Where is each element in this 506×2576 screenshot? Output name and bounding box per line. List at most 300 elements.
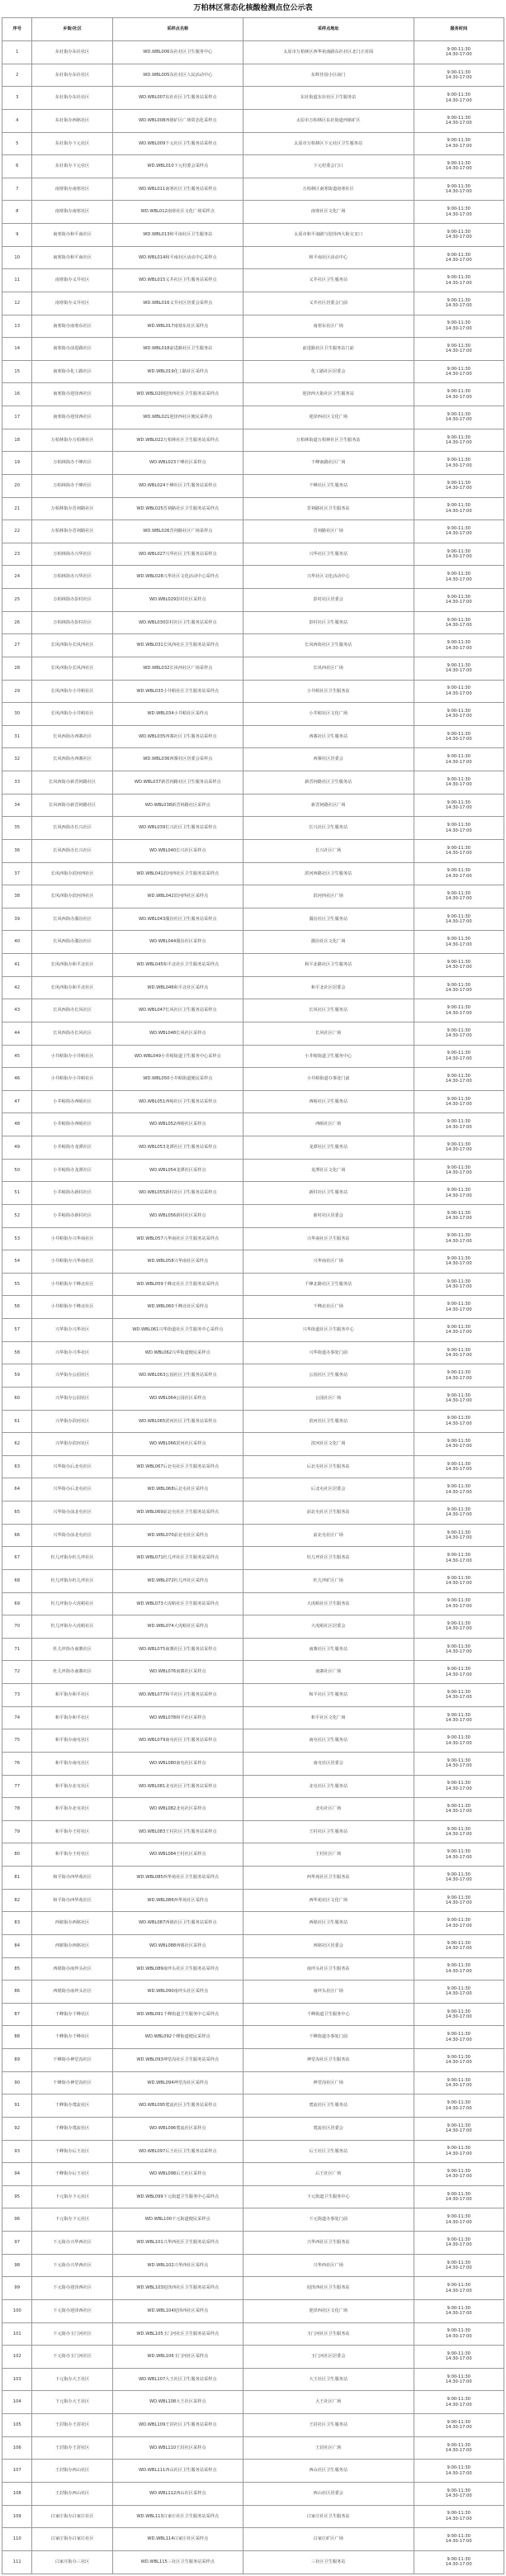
cell-community: 西铭街办南坪头社区 [32, 1981, 112, 2004]
cell-point-name: WD.WBL037新晋祠路社区卫生服务站采样点 [112, 771, 243, 795]
cell-address: 滨河西社区广场 [243, 885, 414, 908]
cell-point-name: WD.WBL009下元社区卫生服务站采样点 [112, 132, 243, 155]
table-row [2, 1341, 504, 1364]
cell-index: 42 [2, 976, 32, 999]
table-row [2, 999, 504, 1022]
cell-index: 34 [2, 794, 32, 817]
cell-hours: 9:00-11:30 14:30-17:00 [414, 611, 504, 634]
cell-index: 10 [2, 246, 32, 269]
cell-community: 白家庄街办白家庄社区 [32, 2505, 112, 2528]
cell-hours: 9:00-11:30 14:30-17:00 [414, 2550, 504, 2574]
table-row [2, 2550, 504, 2574]
cell-hours: 9:00-11:30 14:30-17:00 [414, 2071, 504, 2094]
cell-community: 兴华街办后北屯社区 [32, 1455, 112, 1478]
table-row [2, 1478, 504, 1501]
cell-address: 北屯社区卫生服务站 [243, 1775, 414, 1798]
cell-address: 后王社区广场 [243, 2163, 414, 2186]
cell-address: 晋祠路社区广场 [243, 520, 414, 543]
cell-address: 龙潭社区卫生服务站 [243, 1136, 414, 1160]
table-row [2, 2482, 504, 2505]
cell-community: 白家庄街办白家庄社区 [32, 2528, 112, 2551]
cell-point-name: WD.WBL047长风社区卫生服务站采样点 [112, 999, 243, 1022]
cell-index: 67 [2, 1547, 32, 1570]
cell-point-name: WD.WBL023千峰社区采样点 [112, 452, 243, 475]
cell-index: 93 [2, 2140, 32, 2163]
cell-address: 长风西社区广场 [243, 657, 414, 680]
table-row [2, 1387, 504, 1410]
cell-hours: 9:00-11:30 14:30-17:00 [414, 1455, 504, 1478]
cell-index: 63 [2, 1455, 32, 1478]
cell-community: 千峰街办后王社区 [32, 2163, 112, 2186]
sampling-points-table [2, 17, 504, 2574]
cell-hours: 9:00-11:30 14:30-17:00 [414, 2117, 504, 2140]
table-row [2, 1934, 504, 1957]
cell-index: 76 [2, 1752, 32, 1775]
cell-community: 南寒街办南寒东社区 [32, 315, 112, 338]
cell-hours: 9:00-11:30 14:30-17:00 [414, 2322, 504, 2346]
cell-hours: 9:00-11:30 14:30-17:00 [414, 224, 504, 247]
cell-hours: 9:00-11:30 14:30-17:00 [414, 2299, 504, 2322]
cell-point-name: WD.WBL106玉门河社区采样点 [112, 2346, 243, 2369]
cell-hours: 9:00-11:30 14:30-17:00 [414, 908, 504, 931]
cell-address: 新晋祠路社区广场 [243, 794, 414, 817]
cell-index: 29 [2, 680, 32, 703]
table-row [2, 794, 504, 817]
cell-community: 千峰街办窊流社区 [32, 2117, 112, 2140]
cell-community: 南寒街办和平南社区 [32, 224, 112, 247]
cell-index: 43 [2, 999, 32, 1022]
cell-index: 57 [2, 1319, 32, 1342]
cell-community: 南寒街办迎泽西社区 [32, 383, 112, 406]
cell-community: 小井峪街办新村社区 [32, 1182, 112, 1205]
cell-address: 和平社区卫生服务站 [243, 1684, 414, 1707]
table-row [2, 543, 504, 566]
cell-community: 长风西街办漪汾社区 [32, 931, 112, 954]
cell-address: 西峪社区卫生服务站 [243, 1090, 414, 1113]
cell-index: 54 [2, 1250, 32, 1274]
cell-index: 88 [2, 2026, 32, 2049]
cell-community: 小井峪街办西峪社区 [32, 1113, 112, 1136]
table-row [2, 246, 504, 269]
cell-index: 91 [2, 2094, 32, 2118]
cell-hours: 9:00-11:30 14:30-17:00 [414, 1524, 504, 1547]
cell-community: 长风西街办新晋祠路社区 [32, 794, 112, 817]
cell-community: 小井峪街办兴华南社区 [32, 1250, 112, 1274]
cell-point-name: WD.WBL043漪汾社区卫生服务站采样点 [112, 908, 243, 931]
cell-point-name: WD.WBL068后北屯社区采样点 [112, 1478, 243, 1501]
cell-point-name: WD.WBL085西华苑社区卫生服务站采样点 [112, 1867, 243, 1890]
cell-address: 千峰街道卫生服务中心 [243, 2003, 414, 2026]
cell-hours: 9:00-11:30 14:30-17:00 [414, 1706, 504, 1729]
table-row [2, 1022, 504, 1045]
cell-point-name: WD.WBL040长兴社区采样点 [112, 839, 243, 862]
cell-hours: 9:00-11:30 14:30-17:00 [414, 2505, 504, 2528]
cell-community: 下元街办大王社区 [32, 2368, 112, 2391]
cell-hours: 9:00-11:30 14:30-17:00 [414, 634, 504, 657]
table-row [2, 2003, 504, 2026]
cell-point-name: WD.WBL111西山社区卫生服务站采样点 [112, 2460, 243, 2483]
cell-address: 下元街道卫生服务中心 [243, 2185, 414, 2208]
cell-point-name: WD.WBL107大王社区卫生服务站采样点 [112, 2368, 243, 2391]
cell-point-name: WD.WBL026晋祠路社区广场采样点 [112, 520, 243, 543]
cell-community: 下元街办大王社区 [32, 2391, 112, 2414]
cell-hours: 9:00-11:30 14:30-17:00 [414, 2528, 504, 2551]
cell-index: 36 [2, 839, 32, 862]
cell-hours: 9:00-11:30 14:30-17:00 [414, 1615, 504, 1639]
table-row [2, 1752, 504, 1775]
cell-community: 长风西街办漪汾社区 [32, 908, 112, 931]
cell-hours: 9:00-11:30 14:30-17:00 [414, 1182, 504, 1205]
cell-community: 东社街办下元社区 [32, 132, 112, 155]
cell-community: 长风西街办长兴社区 [32, 839, 112, 862]
cell-point-name: WD.WBL049小井峪街道卫生服务中心采样点 [112, 1045, 243, 1068]
cell-point-name: WD.WBL021迎泽西社区便民采样点 [112, 406, 243, 429]
cell-address: 和平社区文化广场 [243, 1706, 414, 1729]
table-row [2, 2322, 504, 2346]
table-row [2, 452, 504, 475]
cell-hours: 9:00-11:30 14:30-17:00 [414, 1068, 504, 1091]
cell-hours: 9:00-11:30 14:30-17:00 [414, 1981, 504, 2004]
cell-point-name: WD.WBL078和平社区采样点 [112, 1706, 243, 1729]
table-row [2, 1981, 504, 2004]
cell-address: 南屯社区居委会 [243, 1752, 414, 1775]
cell-index: 37 [2, 862, 32, 885]
cell-hours: 9:00-11:30 14:30-17:00 [414, 2185, 504, 2208]
cell-address: 义井社区居委会门前 [243, 292, 414, 315]
cell-point-name: WD.WBL071杜儿坪社区卫生服务站采样点 [112, 1547, 243, 1570]
cell-community: 小井峪街办兴华南社区 [32, 1227, 112, 1250]
table-row [2, 1068, 504, 1091]
cell-index: 22 [2, 520, 32, 543]
cell-address: 西华苑社区卫生服务站 [243, 1867, 414, 1890]
cell-address: 南寒社区文化广场 [243, 201, 414, 224]
cell-hours: 9:00-11:30 14:30-17:00 [414, 292, 504, 315]
cell-community: 万柏林街办兴华社区 [32, 543, 112, 566]
cell-point-name: WD.WBL081北屯社区卫生服务站采样点 [112, 1775, 243, 1798]
cell-index: 14 [2, 338, 32, 361]
cell-address: 后北屯社区卫生服务站 [243, 1455, 414, 1478]
cell-community: 和平街办和平社区 [32, 1684, 112, 1707]
cell-point-name: WD.WBL065滨河社区卫生服务站采样点 [112, 1410, 243, 1433]
table-row [2, 1410, 504, 1433]
cell-point-name: WD.WBL102兴华西社区采样点 [112, 2254, 243, 2277]
cell-point-name: WD.WBL076南寨社区采样点 [112, 1661, 243, 1684]
cell-hours: 9:00-11:30 14:30-17:00 [414, 155, 504, 178]
cell-hours: 9:00-11:30 14:30-17:00 [414, 64, 504, 87]
cell-point-name: WD.WBL064公园社区采样点 [112, 1387, 243, 1410]
table-row [2, 976, 504, 999]
cell-address: 太原市和平南路与迎泽西大街交叉口 [243, 224, 414, 247]
table-row [2, 2391, 504, 2414]
cell-point-name: WD.WBL100下元街道便民采样点 [112, 2208, 243, 2232]
cell-index: 61 [2, 1410, 32, 1433]
cell-index: 35 [2, 817, 32, 840]
cell-point-name: WD.WBL069前北屯社区卫生服务站采样点 [112, 1501, 243, 1525]
table-header-row [2, 18, 504, 41]
cell-community: 小井峪街办千峰北社区 [32, 1296, 112, 1319]
cell-community: 兴华街办前北屯社区 [32, 1524, 112, 1547]
cell-index: 41 [2, 954, 32, 977]
cell-community: 南寒街办义井社区 [32, 292, 112, 315]
cell-hours: 9:00-11:30 14:30-17:00 [414, 931, 504, 954]
cell-hours: 9:00-11:30 14:30-17:00 [414, 1113, 504, 1136]
cell-index: 21 [2, 497, 32, 520]
cell-point-name: WD.WBL114白家庄社区采样点 [112, 2528, 243, 2551]
cell-point-name: WD.WBL027兴华社区卫生服务站采样点 [112, 543, 243, 566]
cell-community: 南寒街办前进路社区 [32, 338, 112, 361]
cell-hours: 9:00-11:30 14:30-17:00 [414, 1889, 504, 1912]
cell-index: 2 [2, 64, 32, 87]
cell-address: 漪汾社区卫生服务站 [243, 908, 414, 931]
cell-community: 兴华街办兴华社区 [32, 1319, 112, 1342]
cell-hours: 9:00-11:30 14:30-17:00 [414, 406, 504, 429]
cell-hours: 9:00-11:30 14:30-17:00 [414, 2254, 504, 2277]
cell-address: 长兴社区卫生服务站 [243, 817, 414, 840]
table-row [2, 931, 504, 954]
cell-address: 西山社区卫生服务站 [243, 2460, 414, 2483]
cell-index: 66 [2, 1524, 32, 1547]
cell-point-name: WD.WBL052西峪社区采样点 [112, 1113, 243, 1136]
cell-hours: 9:00-11:30 14:30-17:00 [414, 771, 504, 795]
cell-point-name: WD.WBL092千峰街道便民采样点 [112, 2026, 243, 2049]
cell-community: 下元街办迎泽西社区 [32, 2277, 112, 2300]
table-row [2, 589, 504, 612]
cell-index: 25 [2, 589, 32, 612]
cell-address: 兴华社区卫生服务站 [243, 543, 414, 566]
cell-hours: 9:00-11:30 14:30-17:00 [414, 976, 504, 999]
cell-point-name: WD.WBL062兴华街道便民采样点 [112, 1341, 243, 1364]
cell-point-name: WD.WBL095窊流社区卫生服务站采样点 [112, 2094, 243, 2118]
cell-hours: 9:00-11:30 14:30-17:00 [414, 1364, 504, 1388]
table-row [2, 1250, 504, 1274]
cell-community: 小井峪街办千峰北社区 [32, 1273, 112, 1296]
table-row [2, 1592, 504, 1615]
cell-community: 长风西街办长风西社区 [32, 634, 112, 657]
table-body [2, 41, 504, 2574]
cell-index: 111 [2, 2550, 32, 2574]
cell-point-name: WD.WBL028兴华社区文化活动中心采样点 [112, 566, 243, 589]
cell-hours: 9:00-11:30 14:30-17:00 [414, 338, 504, 361]
table-row [2, 109, 504, 132]
cell-index: 107 [2, 2460, 32, 2483]
cell-address: 迎泽西社区文化广场 [243, 2299, 414, 2322]
cell-hours: 9:00-11:30 14:30-17:00 [414, 429, 504, 452]
cell-address: 兴华西社区卫生服务站 [243, 2232, 414, 2255]
cell-hours: 9:00-11:30 14:30-17:00 [414, 1684, 504, 1707]
cell-community: 下元街办下元社区 [32, 2208, 112, 2232]
cell-hours: 9:00-11:30 14:30-17:00 [414, 543, 504, 566]
cell-index: 5 [2, 132, 32, 155]
cell-index: 15 [2, 360, 32, 383]
cell-point-name: WD.WBL017南寒东社区采样点 [112, 315, 243, 338]
cell-hours: 9:00-11:30 14:30-17:00 [414, 839, 504, 862]
cell-hours: 9:00-11:30 14:30-17:00 [414, 885, 504, 908]
cell-hours: 9:00-11:30 14:30-17:00 [414, 269, 504, 292]
cell-index: 87 [2, 2003, 32, 2026]
cell-point-name: WD.WBL115三社区卫生服务站采样点 [112, 2550, 243, 2574]
cell-index: 6 [2, 155, 32, 178]
table-row [2, 1798, 504, 1821]
cell-point-name: WD.WBL096窊流社区采样点 [112, 2117, 243, 2140]
cell-point-name: WD.WBL108大王社区采样点 [112, 2391, 243, 2414]
cell-address: 新村社区卫生服务站 [243, 1182, 414, 1205]
cell-point-name: WD.WBL058兴华南社区采样点 [112, 1250, 243, 1274]
cell-hours: 9:00-11:30 14:30-17:00 [414, 1319, 504, 1342]
cell-point-name: WD.WBL093神堂沟社区卫生服务站采样点 [112, 2049, 243, 2072]
cell-point-name: WD.WBL084王村社区采样点 [112, 1843, 243, 1867]
cell-point-name: WD.WBL042滨河西社区采样点 [112, 885, 243, 908]
cell-address: 兴华西社区广场 [243, 2254, 414, 2277]
cell-point-name: WD.WBL060千峰北社区采样点 [112, 1296, 243, 1319]
cell-community: 万柏林街办晋祠路社区 [32, 520, 112, 543]
cell-community: 和平街办西华苑社区 [32, 1889, 112, 1912]
cell-point-name: WD.WBL035西寨社区卫生服务站采样点 [112, 725, 243, 748]
cell-point-name: WD.WBL029彭村社区采样点 [112, 589, 243, 612]
cell-community: 东社街办东社社区 [32, 87, 112, 110]
cell-hours: 9:00-11:30 14:30-17:00 [414, 657, 504, 680]
cell-index: 58 [2, 1341, 32, 1364]
table-row [2, 908, 504, 931]
cell-community: 小井峪街办小井峪社区 [32, 1045, 112, 1068]
cell-index: 33 [2, 771, 32, 795]
cell-point-name: WD.WBL032长风西社区广场采样点 [112, 657, 243, 680]
cell-address: 兴华街道办事处门前 [243, 1341, 414, 1364]
cell-community: 长风西街办西寨社区 [32, 725, 112, 748]
cell-hours: 9:00-11:30 14:30-17:00 [414, 999, 504, 1022]
cell-index: 77 [2, 1775, 32, 1798]
cell-point-name: WD.WBL086西华苑社区采样点 [112, 1889, 243, 1912]
cell-hours: 9:00-11:30 14:30-17:00 [414, 246, 504, 269]
cell-index: 90 [2, 2071, 32, 2094]
cell-hours: 9:00-11:30 14:30-17:00 [414, 680, 504, 703]
cell-index: 98 [2, 2254, 32, 2277]
cell-address: 西寨社区卫生服务站 [243, 725, 414, 748]
cell-address: 南寨社区卫生服务站 [243, 1638, 414, 1661]
cell-address: 千峰社区卫生服务站 [243, 474, 414, 497]
cell-address: 小井峪社区文化广场 [243, 703, 414, 726]
cell-community: 兴华街办后北屯社区 [32, 1478, 112, 1501]
cell-index: 59 [2, 1364, 32, 1388]
table-row [2, 1319, 504, 1342]
table-row [2, 2368, 504, 2391]
cell-address: 南屯社区卫生服务站 [243, 1729, 414, 1753]
cell-point-name: WD.WBL090南坪头社区采样点 [112, 1981, 243, 2004]
cell-community: 和平街办王村社区 [32, 1843, 112, 1867]
table-row [2, 1957, 504, 1981]
cell-point-name: WD.WBL039长兴社区卫生服务站采样点 [112, 817, 243, 840]
header-cell-community: 乡街/社区 [32, 18, 112, 41]
cell-hours: 9:00-11:30 14:30-17:00 [414, 1752, 504, 1775]
cell-index: 56 [2, 1296, 32, 1319]
cell-address: 千峰北路社区卫生服务站 [243, 1273, 414, 1296]
cell-index: 95 [2, 2185, 32, 2208]
cell-hours: 9:00-11:30 14:30-17:00 [414, 1820, 504, 1843]
cell-community: 和平街办王村社区 [32, 1820, 112, 1843]
cell-index: 81 [2, 1867, 32, 1890]
cell-address: 后王社区卫生服务站 [243, 2140, 414, 2163]
table-row [2, 1684, 504, 1707]
cell-index: 53 [2, 1227, 32, 1250]
cell-index: 106 [2, 2436, 32, 2460]
cell-community: 千峰街办神堂沟社区 [32, 2071, 112, 2094]
cell-community: 万柏林街办万柏林社区 [32, 429, 112, 452]
cell-community: 南寒街办南寒社区 [32, 178, 112, 201]
cell-community: 长风西街办新晋祠路社区 [32, 771, 112, 795]
table-row [2, 1433, 504, 1456]
cell-community: 千峰街办千峰社区 [32, 2026, 112, 2049]
cell-point-name: WD.WBL066滨河社区采样点 [112, 1433, 243, 1456]
cell-index: 3 [2, 87, 32, 110]
cell-community: 兴华街办公园社区 [32, 1387, 112, 1410]
cell-community: 长风西街办小井峪社区 [32, 703, 112, 726]
table-row [2, 2414, 504, 2437]
cell-index: 69 [2, 1592, 32, 1615]
cell-index: 17 [2, 406, 32, 429]
table-row [2, 338, 504, 361]
cell-index: 73 [2, 1684, 32, 1707]
cell-address: 滨河西路社区卫生服务站 [243, 862, 414, 885]
cell-address: 新晋祠路社区卫生服务站 [243, 771, 414, 795]
cell-hours: 9:00-11:30 14:30-17:00 [414, 87, 504, 110]
cell-address: 南寨社区广场 [243, 1661, 414, 1684]
cell-address: 滨河社区文化广场 [243, 1433, 414, 1456]
cell-community: 王封街办王封社区 [32, 2414, 112, 2437]
cell-community: 长风西街办和平北社区 [32, 954, 112, 977]
cell-address: 玉门河社区卫生服务站 [243, 2322, 414, 2346]
cell-address: 太原市万柏林区西华苑南路东社社区北门正对面 [243, 41, 414, 64]
cell-address: 长风社区卫生服务站 [243, 999, 414, 1022]
cell-index: 20 [2, 474, 32, 497]
cell-community: 和平街办南屯社区 [32, 1752, 112, 1775]
cell-hours: 9:00-11:30 14:30-17:00 [414, 2208, 504, 2232]
table-row [2, 2140, 504, 2163]
cell-point-name: WD.WBL022万柏林社区卫生服务站采样点 [112, 429, 243, 452]
cell-address: 南寒东社区广场 [243, 315, 414, 338]
cell-address: 白家庄矿区广场 [243, 2528, 414, 2551]
cell-index: 74 [2, 1706, 32, 1729]
cell-index: 26 [2, 611, 32, 634]
cell-index: 64 [2, 1478, 32, 1501]
cell-index: 102 [2, 2346, 32, 2369]
cell-index: 48 [2, 1113, 32, 1136]
cell-hours: 9:00-11:30 14:30-17:00 [414, 703, 504, 726]
cell-hours: 9:00-11:30 14:30-17:00 [414, 2026, 504, 2049]
cell-point-name: WD.WBL013和平南社区卫生服务站 [112, 224, 243, 247]
cell-community: 长风西街办和平北社区 [32, 976, 112, 999]
table-row [2, 2185, 504, 2208]
cell-hours: 9:00-11:30 14:30-17:00 [414, 1661, 504, 1684]
table-row [2, 1524, 504, 1547]
cell-index: 39 [2, 908, 32, 931]
cell-index: 109 [2, 2505, 32, 2528]
table-row [2, 2277, 504, 2300]
cell-index: 55 [2, 1273, 32, 1296]
cell-community: 南寒街办义井社区 [32, 269, 112, 292]
table-row [2, 2208, 504, 2232]
cell-hours: 9:00-11:30 14:30-17:00 [414, 1729, 504, 1753]
table-row [2, 474, 504, 497]
cell-address: 兴华社区文化活动中心 [243, 566, 414, 589]
table-row [2, 771, 504, 795]
table-row [2, 703, 504, 726]
cell-address: 西山社区居委会 [243, 2482, 414, 2505]
cell-index: 83 [2, 1912, 32, 1935]
cell-index: 86 [2, 1981, 32, 2004]
cell-community: 东社街办东社社区 [32, 41, 112, 64]
cell-community: 杜儿坪街办杜儿坪社区 [32, 1569, 112, 1592]
header-cell-point-name: 采样点名称 [112, 18, 243, 41]
cell-index: 79 [2, 1820, 32, 1843]
